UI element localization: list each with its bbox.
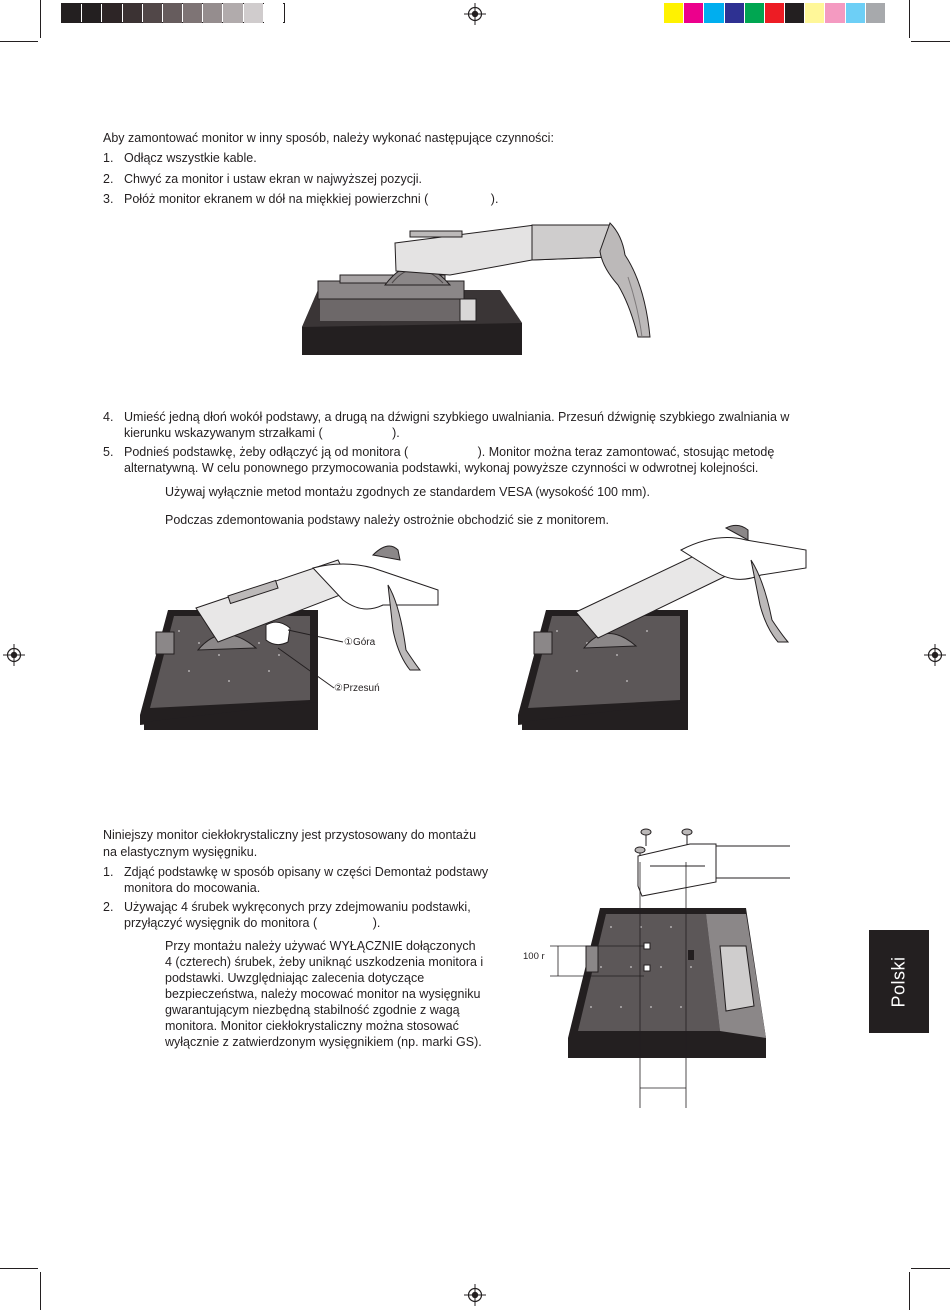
step-text-line1: Zdjąć podstawkę w sposób opisany w części Demontaż podstawy [124, 865, 489, 879]
note-line: 4 (czterech) śrubek, żeby uniknąć uszkodzenia monitora i [165, 955, 484, 969]
step-number: 2. [103, 172, 114, 186]
step-number: 2. [103, 900, 114, 914]
step-text-line1: Używając 4 śrubek wykręconych przy zdejmowaniu podstawki, [124, 900, 471, 914]
color-swatch [765, 3, 784, 23]
step-number: 5. [103, 445, 114, 459]
step-text-line1: Umieść jedną dłoń wokół podstawy, a drugą na dźwigni szybkiego uwalniania. Przesuń dźwignię szybkiego zwalniania w [124, 410, 790, 424]
step-4-line2: kierunku wskazywanym strzałkami ( ). [124, 426, 400, 440]
registration-mark-bottom [464, 1284, 486, 1306]
step-text: Odłącz wszystkie kable. [124, 151, 257, 165]
language-tab-label: Polski [888, 955, 909, 1008]
step-number: 4. [103, 410, 114, 424]
step-number: 3. [103, 192, 114, 206]
callout-top: ①Góra [344, 637, 376, 648]
color-swatch [684, 3, 703, 23]
intro-line2: na elastycznym wysięgniku. [103, 845, 258, 859]
color-swatch [846, 3, 865, 23]
step-3 [103, 190, 723, 208]
gray-swatch [62, 3, 81, 23]
step-number: 1. [103, 865, 114, 879]
gray-swatch [203, 3, 222, 23]
gray-swatch [244, 3, 263, 23]
step-2 [103, 170, 723, 188]
note-line: gwarantującym niezbędną stabilność zgodnie z wagą [165, 1003, 460, 1017]
step-text: Chwyć za monitor i ustaw ekran w najwyższej pozycji. [124, 172, 423, 186]
step-1 [103, 149, 723, 167]
intro-line1: Niniejszy monitor ciekłokrystaliczny jest przystosowany do montażu [103, 828, 477, 842]
registration-mark-top [464, 3, 486, 25]
note-line: wyłącznie z zatwierdzonym wysięgnikiem (np. marki GS). [165, 1035, 482, 1049]
color-swatch [664, 3, 683, 23]
registration-mark-right [924, 644, 946, 666]
dimension-label: 100 r [523, 951, 545, 962]
callout-slide: ②Przesuń [334, 683, 380, 694]
figure-lift-stand [516, 520, 806, 732]
vesa-note: Używaj wyłącznie metod montażu zgodnych ze standardem VESA (wysokość 100 mm). [165, 485, 650, 499]
grayscale-calibration-bar [61, 3, 285, 23]
color-swatch [745, 3, 764, 23]
color-swatch [805, 3, 824, 23]
arm-safety-note [165, 938, 510, 1050]
color-swatch [704, 3, 723, 23]
color-calibration-bar [664, 3, 886, 23]
note-line: bezpieczeństwa, należy mocować monitor na wysięgniku [165, 987, 481, 1001]
color-swatch [866, 3, 885, 23]
gray-swatch [82, 3, 101, 23]
gray-swatch [102, 3, 121, 23]
note-line: Przy montażu należy używać WYŁĄCZNIE dołączonych [165, 939, 476, 953]
figure-arm-mounting [520, 826, 790, 1108]
gray-swatch [123, 3, 142, 23]
step-text-line1: Podnieś podstawkę, żeby odłączyć ją od monitora ( ). Monitor można teraz zamontować, stosując metodę [124, 445, 775, 459]
step-5-line2: alternatywną. W celu ponownego przymocowania podstawki, wykonaj powyższe czynności w odwrotnej kolejności. [124, 461, 759, 475]
gray-swatch [183, 3, 202, 23]
gray-swatch [143, 3, 162, 23]
figure-release-lever [138, 530, 438, 735]
intro-text: Aby zamontować monitor w inny sposób, należy wykonać następujące czynności: [103, 131, 554, 145]
arm-step-2-line2: przyłączyć wysięgnik do monitora ( ). [124, 916, 381, 930]
figure-monitor-face-down [300, 215, 655, 357]
arm-step-1-line2: monitora do mocowania. [124, 881, 261, 895]
step-number: 1. [103, 151, 114, 165]
step-text: Połóż monitor ekranem w dół na miękkiej powierzchni ( ). [124, 192, 499, 206]
note-line: podstawki. Uwzględniając zalecenia dotyczące [165, 971, 425, 985]
registration-mark-left [3, 644, 25, 666]
gray-swatch [163, 3, 182, 23]
color-swatch [825, 3, 844, 23]
gray-swatch [223, 3, 242, 23]
language-tab [869, 930, 929, 1033]
color-swatch [785, 3, 804, 23]
note-line: monitora. Monitor ciekłokrystaliczny można stosować [165, 1019, 459, 1033]
color-swatch [725, 3, 744, 23]
caution-note: Podczas zdemontowania podstawy należy ostrożnie obchodzić sie z monitorem. [165, 513, 609, 527]
gray-swatch [264, 3, 283, 23]
